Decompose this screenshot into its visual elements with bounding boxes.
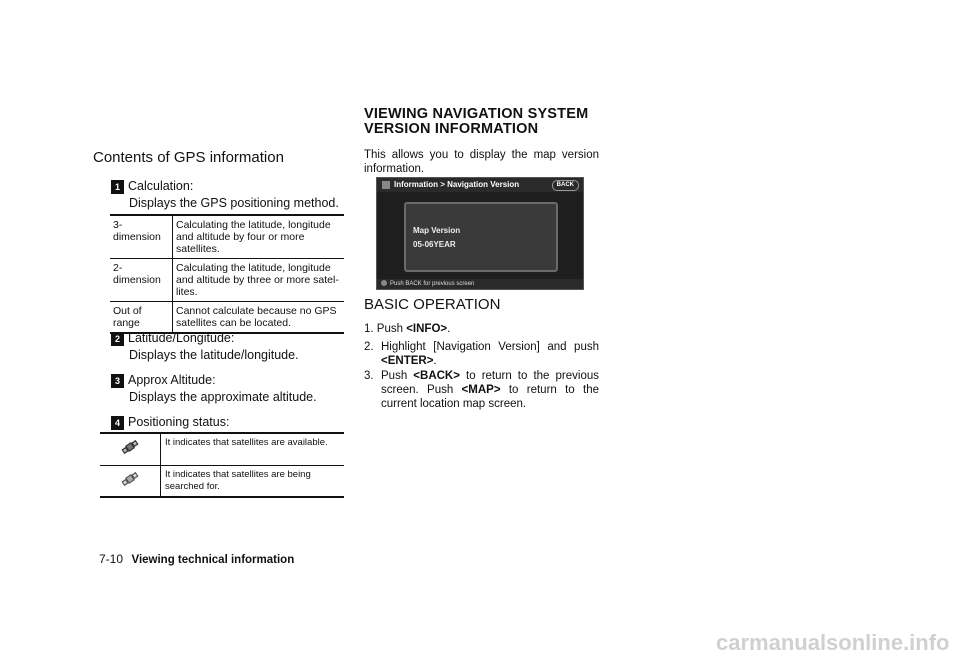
table-row (100, 465, 344, 497)
item-positioning-status (111, 414, 229, 430)
status-table (100, 432, 344, 498)
table-value: Calculating the latitude, longitude and altitude by four or more satellites. (173, 215, 345, 259)
table-value: It indicates that satellites are available. (161, 433, 345, 465)
gps-info-title: Contents of GPS information (93, 149, 284, 166)
item-altitude (111, 372, 216, 388)
intro-paragraph: This allows you to display the map version information. (364, 149, 599, 175)
step-text-mid: to return to the previous screen. Push (381, 370, 599, 396)
step-text-pre: Push (376, 323, 407, 335)
item-label: Latitude/Longitude: (128, 331, 235, 345)
step-text-pre: Highlight [Navigation Version] and push (381, 341, 599, 353)
map-version-label: Map Version (413, 226, 461, 235)
item-description: Displays the GPS positioning method. (129, 196, 339, 210)
item-calculation (111, 178, 193, 194)
table-row (110, 215, 344, 259)
step-key: <ENTER> (381, 355, 434, 367)
footer-section: Viewing technical information (131, 554, 295, 566)
step-key-2: <MAP> (461, 384, 501, 396)
step-number: 3. (364, 370, 374, 382)
watermark: carmanualsonline.info (716, 630, 950, 655)
table-row (110, 259, 344, 302)
item-label: Approx Altitude: (128, 373, 216, 387)
item-description: Displays the approximate altitude. (129, 390, 317, 404)
step-key: <INFO> (406, 323, 448, 335)
table-key: Out of range (110, 302, 173, 334)
page-number: 7-10 (99, 552, 124, 566)
screen-footer-text: Push BACK for previous screen (390, 281, 475, 287)
item-latlong (111, 330, 234, 346)
step-text-post: . (447, 323, 451, 335)
item-label: Positioning status: (128, 415, 230, 429)
table-row (100, 433, 344, 465)
item-number: 4 (111, 416, 124, 430)
screen-header (377, 178, 583, 192)
step-2 (364, 340, 599, 368)
section-heading (364, 107, 588, 137)
table-value: It indicates that satellites are being searched for. (161, 465, 345, 497)
item-number: 2 (111, 332, 124, 346)
satellite-available-icon (100, 433, 161, 465)
item-label: Calculation: (128, 179, 194, 193)
navigation-version-screen (376, 177, 584, 290)
info-icon (382, 181, 390, 189)
step-text-pre: Push (381, 370, 414, 382)
hint-icon (381, 280, 387, 286)
item-number: 3 (111, 374, 124, 388)
step-text-post: . (433, 355, 437, 367)
heading-line-1: VIEWING NAVIGATION SYSTEM (364, 106, 589, 122)
table-value: Calculating the latitude, longitude and altitude by three or more satel-lites. (173, 259, 345, 302)
step-number: 2. (364, 341, 374, 353)
map-version-value: 05-06YEAR (413, 240, 456, 249)
step-key: <BACK> (413, 370, 460, 382)
step-3 (364, 369, 599, 411)
table-row (110, 302, 344, 334)
screen-footer (377, 279, 583, 289)
item-description: Displays the latitude/longitude. (129, 348, 299, 362)
table-value: Cannot calculate because no GPS satellites can be located. (173, 302, 345, 334)
page-footer (99, 550, 294, 568)
map-version-box (404, 202, 558, 272)
screen-header-text: Information > Navigation Version (394, 180, 520, 189)
table-key: 2-dimension (110, 259, 173, 302)
step-1 (364, 322, 599, 336)
heading-line-2: VERSION INFORMATION (364, 121, 539, 137)
item-number: 1 (111, 180, 124, 194)
table-key: 3-dimension (110, 215, 173, 259)
satellite-searching-icon (100, 465, 161, 497)
step-number: 1. (364, 323, 374, 335)
step-text-post: to return to the current location map screen. (381, 384, 599, 410)
back-button: BACK (552, 180, 579, 191)
calculation-table (110, 214, 344, 334)
basic-operation-title: BASIC OPERATION (364, 296, 501, 313)
